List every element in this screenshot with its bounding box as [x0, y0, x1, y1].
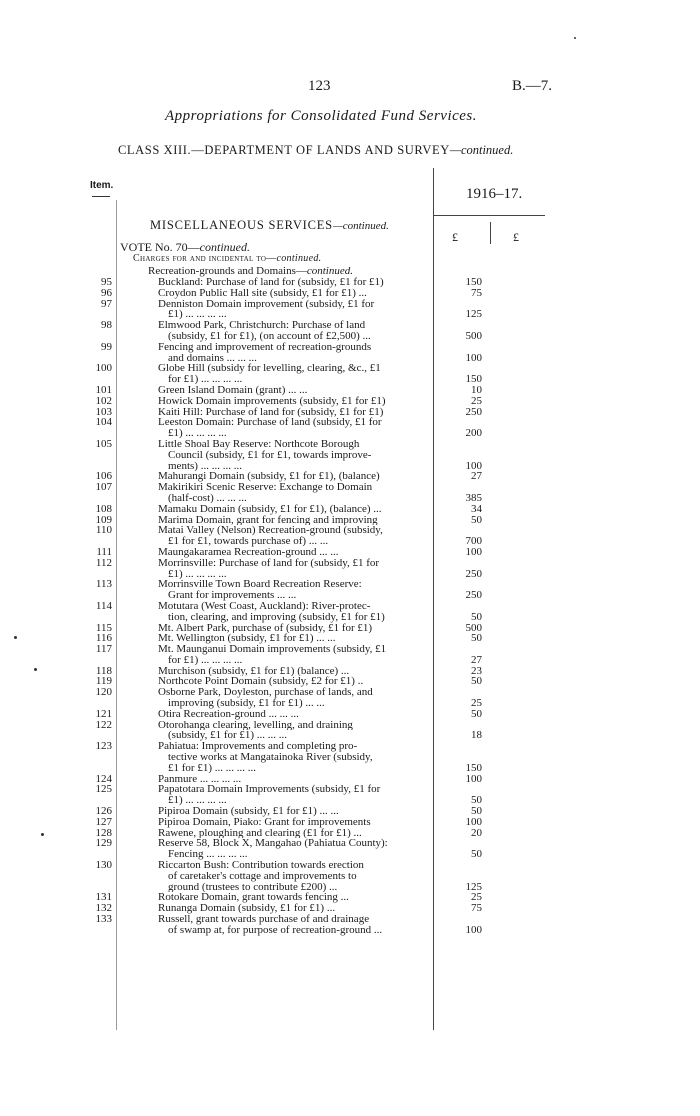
item-description-line: Grant for improvements ... ...: [168, 590, 297, 601]
item-amount: 75: [471, 902, 482, 915]
item-number: 102: [95, 394, 112, 407]
section-heading-text: MISCELLANEOUS SERVICES: [150, 218, 333, 232]
item-number: 130: [95, 859, 112, 872]
scan-speck: [34, 668, 37, 671]
item-amount: 50: [471, 632, 482, 645]
item-description-line: improving (subsidy, £1 for £1) ... ...: [168, 698, 325, 709]
section-heading: [150, 218, 389, 233]
table-row: [0, 288, 700, 299]
item-description: [158, 838, 431, 860]
item-column-header: Item.: [90, 180, 114, 191]
item-description-line: (half-cost) ... ... ...: [168, 492, 247, 504]
item-description-line: Pipiroa Domain (subsidy, £1 for £1) ... ...: [158, 806, 339, 817]
item-amount: 500: [465, 621, 482, 634]
item-description-line: Pipiroa Domain, Piako: Grant for improvements: [158, 816, 371, 828]
currency-symbol-2: £: [513, 230, 519, 244]
item-description: [158, 320, 431, 342]
item-description-line: of caretaker's cottage and improvements to: [168, 870, 357, 882]
item-description-line: Maungakaramea Recreation-ground ... ...: [158, 546, 339, 558]
item-description-line: Morrinsville: Purchase of land for (subsidy, £1 for: [158, 557, 380, 569]
item-description-line: £1 for £1, towards purchase of) ... ...: [168, 536, 329, 547]
item-description: [158, 601, 431, 623]
item-number: 125: [95, 783, 112, 796]
item-description-line: Papatotara Domain Improvements (subsidy, £1 for: [158, 784, 381, 796]
item-amount: 25: [471, 697, 482, 710]
item-description-line: ments) ... ... ... ...: [168, 460, 242, 472]
item-description: [158, 623, 431, 634]
item-amount: 500: [465, 329, 482, 342]
item-description: [158, 914, 431, 936]
table-row: [0, 601, 700, 623]
item-amount: 50: [471, 848, 482, 861]
item-number: 110: [95, 524, 112, 537]
item-description-line: Russell, grant towards purchase of and drainage: [158, 914, 370, 925]
item-description: [158, 741, 431, 773]
item-description-line: Little Shoal Bay Reserve: Northcote Borough: [158, 438, 360, 450]
item-description-line: Mahurangi Domain (subsidy, £1 for £1), (balance): [158, 471, 380, 483]
item-amount: 125: [465, 880, 482, 893]
table-row: [0, 914, 700, 936]
item-amount: 100: [465, 923, 482, 936]
item-description-line: Osborne Park, Doyleston, purchase of lands, and: [158, 687, 373, 699]
item-description-line: Mt. Maunganui Domain improvements (subsidy, £1: [158, 644, 387, 655]
appropriation-items-list: [0, 277, 700, 936]
year-header-rule: [433, 215, 545, 216]
recreation-subheading-continued: continued.: [306, 265, 353, 277]
item-amount: 100: [465, 459, 482, 472]
item-description-line: for £1) ... ... ... ...: [168, 654, 243, 666]
item-number: 113: [95, 578, 112, 591]
item-number: 95: [101, 276, 112, 288]
item-number: 109: [95, 513, 112, 526]
item-number: 99: [101, 340, 112, 353]
item-description-line: Fencing ... ... ... ...: [168, 849, 248, 861]
item-number: 96: [101, 286, 112, 299]
item-number: 98: [101, 319, 112, 332]
vote-heading-continued: continued.: [199, 240, 250, 254]
item-amount: 125: [465, 308, 482, 321]
table-row: [0, 299, 700, 321]
item-number: 128: [95, 826, 112, 839]
item-number: 105: [95, 437, 112, 450]
item-amount: 10: [471, 383, 482, 396]
item-description-line: Panmure ... ... ... ...: [158, 773, 242, 785]
item-description-line: Rotokare Domain, grant towards fencing ...: [158, 892, 349, 904]
item-description-line: Otira Recreation-ground ... ... ...: [158, 708, 299, 720]
item-description-line: Northcote Point Domain (subsidy, £2 for £1) ..: [158, 676, 364, 688]
item-amount: 25: [471, 891, 482, 904]
item-description-line: Denniston Domain improvement (subsidy, £1 for: [158, 298, 375, 310]
page-number: 123: [308, 78, 331, 94]
item-description-line: Motutara (West Coast, Auckland): River-protec-: [158, 600, 371, 612]
item-number: 107: [95, 481, 112, 494]
item-header-rule: [92, 196, 110, 197]
table-row: [0, 644, 700, 666]
item-description: [158, 903, 431, 914]
item-description-line: Buckland: Purchase of land for (subsidy, £1 for £1): [158, 277, 384, 288]
item-description: [158, 439, 431, 471]
item-description-line: of swamp at, for purpose of recreation-ground ...: [168, 924, 383, 936]
item-amount: 18: [471, 729, 482, 742]
item-description-line: Matai Valley (Nelson) Recreation-ground (subsidy,: [158, 525, 383, 537]
item-description-line: £1) ... ... ... ...: [168, 568, 227, 580]
item-description: [158, 515, 431, 526]
table-row: [0, 838, 700, 860]
item-description-line: Murchison (subsidy, £1 for £1) (balance) ...: [158, 665, 350, 677]
table-row: [0, 720, 700, 742]
item-description: [158, 860, 431, 892]
item-description: [158, 633, 431, 644]
item-amount: 23: [471, 664, 482, 677]
item-amount: 250: [465, 567, 482, 580]
item-description-line: Kaiti Hill: Purchase of land for (subsidy, £1 for £1): [158, 406, 384, 418]
item-number: 129: [95, 837, 112, 850]
item-description: [158, 277, 431, 288]
item-amount: 25: [471, 394, 482, 407]
item-number: 115: [95, 621, 112, 634]
item-description-line: Marima Domain, grant for fencing and improving: [158, 514, 378, 526]
item-description: [158, 709, 431, 720]
table-row: [0, 687, 700, 709]
item-description: [158, 547, 431, 558]
item-description: [158, 385, 431, 396]
item-amount: 20: [471, 826, 482, 839]
item-amount: 700: [465, 535, 482, 548]
charges-heading-continued: continued.: [276, 253, 322, 264]
charges-heading-text: Charges for and incidental to—: [133, 253, 277, 264]
item-number: 114: [95, 599, 112, 612]
item-amount: 50: [471, 707, 482, 720]
item-number: 126: [95, 805, 112, 818]
item-description-line: £1) ... ... ... ...: [168, 795, 227, 807]
item-amount: 100: [465, 772, 482, 785]
section-heading-continued: —continued.: [332, 220, 389, 232]
table-row: [0, 860, 700, 892]
item-description-line: Makirikiri Scenic Reserve: Exchange to Domain: [158, 482, 373, 493]
item-number: 97: [101, 297, 112, 310]
table-row: [0, 579, 700, 601]
item-number: 111: [96, 545, 112, 558]
item-description-line: (subsidy, £1 for £1) ... ... ...: [168, 730, 288, 742]
item-description-line: Council (subsidy, £1 for £1, towards improve-: [168, 449, 372, 461]
item-description-line: tective works at Mangatainoka River (subsidy,: [168, 752, 373, 763]
item-description: [158, 817, 431, 828]
item-description-line: £1) ... ... ... ...: [168, 428, 227, 439]
document-reference: B.—7.: [512, 78, 553, 94]
table-row: [0, 482, 700, 504]
item-number: 116: [95, 632, 112, 645]
item-number: 101: [95, 383, 112, 396]
item-description: [158, 774, 431, 785]
item-description: [158, 342, 431, 364]
item-amount: 50: [471, 805, 482, 818]
item-description-line: Mamaku Domain (subsidy, £1 for £1), (balance) ...: [158, 503, 382, 515]
table-row: [0, 558, 700, 580]
column-divider-middle: [490, 222, 491, 244]
item-description-line: Leeston Domain: Purchase of land (subsidy, £1 for: [158, 417, 382, 429]
item-amount: 27: [471, 470, 482, 483]
item-description: [158, 666, 431, 677]
item-description: [158, 504, 431, 515]
table-row: [0, 396, 700, 407]
item-description-line: for £1) ... ... ... ...: [168, 374, 243, 385]
item-number: 103: [95, 405, 112, 418]
item-description-line: £1) ... ... ... ...: [168, 309, 227, 321]
item-description-line: Mt. Wellington (subsidy, £1 for £1) ... ...: [158, 633, 336, 645]
item-number: 118: [95, 664, 112, 677]
class-heading-text: CLASS XIII.—DEPARTMENT OF LANDS AND SURVEY: [118, 143, 450, 157]
scan-speck: [41, 833, 44, 836]
page-title: Appropriations for Consolidated Fund Services.: [165, 108, 478, 124]
currency-symbol-1: £: [452, 230, 458, 244]
item-amount: 75: [471, 286, 482, 299]
item-amount: 100: [465, 815, 482, 828]
item-description-line: Croydon Public Hall site (subsidy, £1 for £1) ...: [158, 287, 367, 299]
item-description: [158, 482, 431, 504]
table-row: [0, 363, 700, 385]
scan-speck: [574, 37, 576, 39]
item-description: [158, 687, 431, 709]
item-number: 100: [95, 362, 112, 375]
item-description-line: tion, clearing, and improving (subsidy, £1 for £1): [168, 611, 385, 623]
item-number: 127: [95, 815, 112, 828]
item-description: [158, 299, 431, 321]
item-number: 106: [95, 470, 112, 483]
table-row: [0, 525, 700, 547]
year-column-header: 1916–17.: [466, 186, 523, 202]
item-amount: 50: [471, 794, 482, 807]
item-description-line: £1 for £1) ... ... ... ...: [168, 762, 256, 774]
item-description-line: Globe Hill (subsidy for levelling, clearing, &c., £1: [158, 363, 381, 375]
item-description: [158, 525, 431, 547]
item-amount: 150: [465, 276, 482, 288]
table-row: [0, 439, 700, 471]
recreation-subheading-text: Recreation-grounds and Domains—: [148, 265, 307, 277]
recreation-subheading: [148, 265, 353, 277]
item-description: [158, 471, 431, 482]
charges-heading: [133, 253, 321, 264]
item-number: 122: [95, 718, 112, 731]
item-description: [158, 558, 431, 580]
item-description: [158, 363, 431, 385]
item-amount: 50: [471, 513, 482, 526]
item-description: [158, 828, 431, 839]
item-description: [158, 407, 431, 418]
item-description: [158, 720, 431, 742]
class-heading: [118, 143, 513, 158]
item-description: [158, 892, 431, 903]
item-description: [158, 288, 431, 299]
item-amount: 150: [465, 373, 482, 386]
item-description-line: Otorohanga clearing, levelling, and draining: [158, 719, 353, 731]
item-description: [158, 806, 431, 817]
item-number: 119: [95, 675, 112, 688]
item-amount: 250: [465, 405, 482, 418]
item-number: 123: [95, 740, 112, 753]
item-description: [158, 417, 431, 439]
item-number: 133: [95, 913, 112, 926]
vote-heading-text: VOTE No. 70—: [120, 240, 200, 254]
item-amount: 100: [465, 545, 482, 558]
item-amount: 150: [465, 761, 482, 774]
item-description: [158, 676, 431, 687]
item-amount: 34: [471, 502, 482, 515]
item-amount: 100: [465, 351, 482, 364]
item-description: [158, 644, 431, 666]
item-number: 117: [95, 643, 112, 656]
table-row: [0, 741, 700, 773]
item-description-line: Rawene, ploughing and clearing (£1 for £1) ...: [158, 827, 362, 839]
table-row: [0, 504, 700, 515]
item-description-line: Elmwood Park, Christchurch: Purchase of land: [158, 320, 366, 331]
item-description-line: ground (trustees to contribute £200) ...: [168, 881, 338, 893]
item-number: 108: [95, 502, 112, 515]
item-description-line: Reserve 58, Block X, Mangahao (Pahiatua County):: [158, 838, 388, 850]
item-description-line: Howick Domain improvements (subsidy, £1 for £1): [158, 395, 386, 407]
item-description-line: Riccarton Bush: Contribution towards erection: [158, 860, 364, 871]
item-amount: 250: [465, 589, 482, 602]
item-number: 112: [95, 556, 112, 569]
item-description: [158, 579, 431, 601]
item-number: 120: [95, 686, 112, 699]
item-description-line: Green Island Domain (grant) ... ...: [158, 384, 308, 396]
item-description-line: Runanga Domain (subsidy, £1 for £1) ...: [158, 903, 336, 915]
item-amount: 50: [471, 675, 482, 688]
item-number: 121: [95, 707, 112, 720]
item-number: 131: [95, 891, 112, 904]
item-number: 132: [95, 902, 112, 915]
class-heading-continued: —continued.: [449, 143, 514, 157]
item-description-line: (subsidy, £1 for £1), (on account of £2,500) ...: [168, 330, 371, 342]
item-amount: 50: [471, 610, 482, 623]
item-number: 104: [95, 416, 112, 429]
item-description-line: Mt. Albert Park, purchase of (subsidy, £1 for £1): [158, 622, 373, 634]
item-amount: 200: [465, 427, 482, 440]
item-amount: 385: [465, 491, 482, 504]
table-row: [0, 342, 700, 364]
table-row: [0, 417, 700, 439]
item-description-line: and domains ... ... ...: [168, 352, 257, 364]
scan-speck: [14, 636, 17, 639]
item-description-line: Morrinsville Town Board Recreation Reserve:: [158, 579, 362, 591]
table-row: [0, 320, 700, 342]
item-amount: 27: [471, 653, 482, 666]
item-description-line: Pahiatua: Improvements and completing pro-: [158, 741, 358, 753]
item-description: [158, 784, 431, 806]
item-description-line: Fencing and improvement of recreation-grounds: [158, 341, 372, 353]
item-number: 124: [95, 772, 112, 785]
item-description: [158, 396, 431, 407]
table-row: [0, 784, 700, 806]
